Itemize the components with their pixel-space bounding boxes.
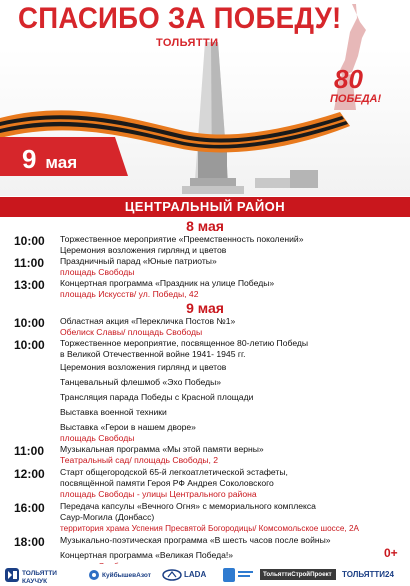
event-desc: Праздничный парад «Юные патриоты» — [60, 256, 217, 266]
event-date-month: мая — [45, 153, 78, 172]
event-time: 16:00 — [14, 501, 45, 515]
event-desc: Старт общегородской 65-й легкоатлетической эстафеты, посвящённой памяти Героя РФ Андрея Соколовского — [60, 467, 288, 488]
event-time: 11:00 — [14, 444, 45, 458]
event-desc: Концертная программа «Великая Победа!» — [60, 550, 234, 560]
event-item — [0, 256, 410, 278]
event-desc: Церемония возложения гирлянд и цветов — [60, 362, 227, 372]
anniversary-badge — [330, 64, 388, 112]
poster-title: СПАСИБО ЗА ПОБЕДУ! — [18, 2, 342, 35]
logo-kauchuk-text: ТОЛЬЯТТИ КАУЧУК — [22, 570, 57, 585]
event-item — [0, 421, 410, 444]
event-place: площадь Искусств/ ул. Победы, 42 — [60, 289, 199, 299]
day-heading: 8 мая — [186, 218, 224, 234]
sponsor-logos — [0, 564, 410, 586]
event-place: площадь Свободы - улицы Центрального района — [60, 489, 257, 499]
event-time: 18:00 — [14, 535, 45, 549]
event-desc: Музыкальная программа «Мы этой памяти верны» — [60, 444, 264, 454]
event-place: территория храма Успения Пресвятой Богородицы/ Комсомольское шоссе, 2А — [60, 524, 359, 533]
logo-kuibyshevazot-text: КуйбышевАзот — [102, 572, 151, 579]
event-desc: Областная акция «Перекличка Постов №1» — [60, 316, 236, 326]
kuibyshevazot-logo-icon — [88, 569, 100, 581]
kauchuk-logo-icon — [4, 567, 20, 583]
event-time: 10:00 — [14, 338, 45, 352]
event-time: 11:00 — [14, 256, 45, 270]
event-time: 12:00 — [14, 467, 45, 481]
event-time: 10:00 — [14, 316, 45, 330]
logo-togliatti24-text: ТОЛЬЯТТИ24 — [342, 570, 394, 579]
badge-word: ПОБЕДА! — [330, 93, 382, 105]
event-item — [0, 234, 410, 256]
badge-number: 80 — [334, 64, 363, 94]
poster-header — [0, 0, 410, 196]
event-desc: Танцевальный флешмоб «Эхо Победы» — [60, 377, 222, 387]
event-place: Обелиск Славы/ площадь Свободы — [60, 327, 203, 337]
event-item — [0, 316, 410, 338]
event-item — [0, 444, 410, 467]
event-place: Театральный сад/ площадь Свободы, 2 — [60, 455, 219, 465]
event-desc: Торжественное мероприятие «Преемственность поколений» Церемония возложения гирлянд и цветов — [60, 234, 304, 255]
event-desc: Торжественное мероприятие, посвященное 80-летию Победы в Великой Отечественной войне 1941- 1945 гг. — [60, 338, 309, 359]
event-item — [0, 361, 410, 376]
event-item — [0, 338, 410, 361]
lada-logo-icon — [162, 569, 182, 581]
event-desc: Трансляция парада Победы с Красной площади — [60, 392, 254, 402]
logo-lada-text: LADA — [184, 570, 207, 579]
event-desc: Музыкально-поэтическая программа «В шесть часов после войны» — [60, 535, 331, 545]
logo-togliattistroyproekt-text: ТольяттиСтройПроект — [263, 571, 332, 578]
event-item — [0, 376, 410, 391]
event-desc: Выставка военной техники — [60, 407, 167, 417]
event-item — [0, 467, 410, 501]
event-item — [0, 391, 410, 406]
city-name: ТОЛЬЯТТИ — [156, 37, 219, 49]
event-item — [0, 278, 410, 300]
emblem-logo-icon — [222, 567, 254, 583]
event-date-day: 9 — [22, 144, 37, 174]
age-rating-badge: 0+ — [384, 546, 398, 560]
event-place: площадь Свободы — [60, 433, 135, 443]
event-place: площадь Свободы — [60, 267, 135, 277]
event-item — [0, 535, 410, 549]
event-desc: Выставка «Герои в нашем дворе» — [60, 422, 196, 432]
event-time: 10:00 — [14, 234, 45, 248]
event-desc: Передача капсулы «Вечного Огня» с мемориального комплекса Саур-Могила (Донбасс) — [60, 501, 316, 522]
event-item — [0, 501, 410, 535]
event-date — [22, 144, 77, 175]
day-heading: 9 мая — [186, 300, 224, 316]
district-title: ЦЕНТРАЛЬНЫЙ РАЙОН — [0, 197, 410, 217]
event-desc: Концертная программа «Праздник на улице Победы» — [60, 278, 275, 288]
event-item — [0, 406, 410, 421]
schedule — [0, 219, 410, 571]
event-time: 13:00 — [14, 278, 45, 292]
